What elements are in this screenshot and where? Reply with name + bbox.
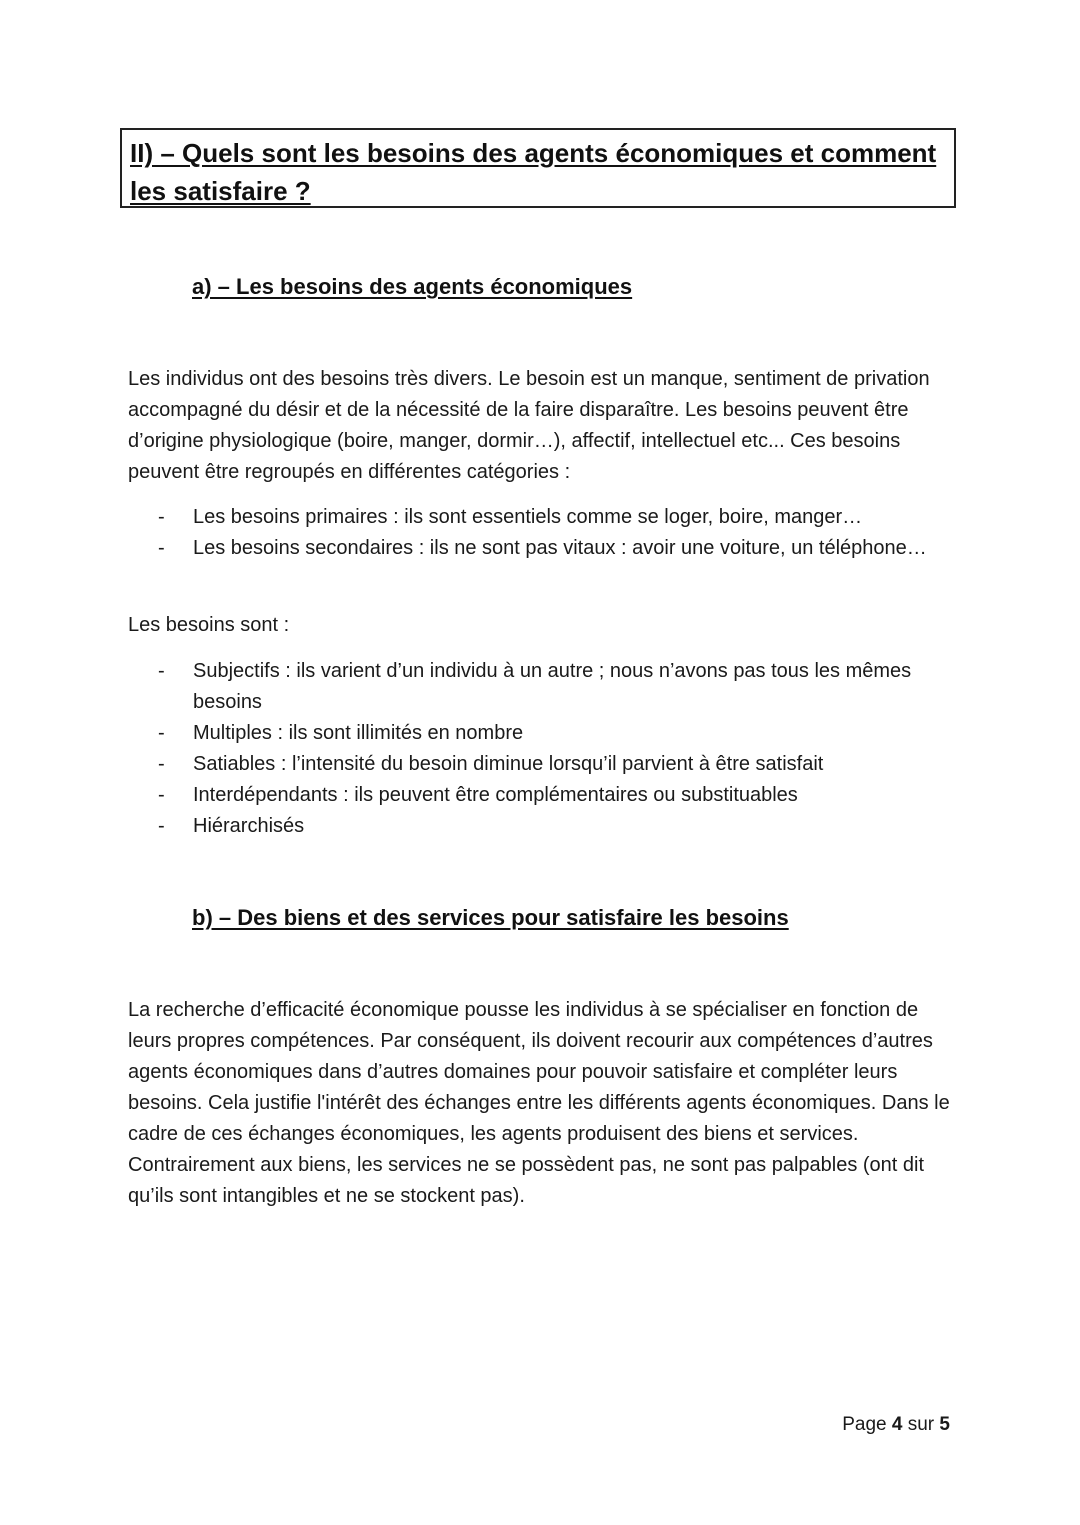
- list-item-text: Hiérarchisés: [193, 815, 305, 837]
- section-title-box: [120, 128, 956, 208]
- section-title: II) – Quels sont les besoins des agents économiques et comment les satisfaire ?: [130, 138, 937, 206]
- list-item: [128, 502, 928, 533]
- list-item: [128, 780, 928, 811]
- needs-traits-list: [128, 656, 928, 842]
- list-item-text: Multiples : ils sont illimités en nombre: [193, 722, 524, 744]
- bullet-dash: -: [158, 537, 165, 559]
- bullet-dash: -: [158, 660, 165, 682]
- current-page-number: 4: [891, 1414, 903, 1435]
- list-item: [128, 811, 928, 842]
- list-item-text: Interdépendants : ils peuvent être complémentaires ou substituables: [193, 784, 798, 806]
- needs-intro-paragraph: Les individus ont des besoins très divers. Le besoin est un manque, sentiment de privation accompagné du désir et de la nécessité de la faire disparaître. Les besoins peuvent être d’origine physiologique (boire, manger, dormir…), affectif, intellectuel etc... Ces besoins peuvent être regroupés en différentes catégories :: [128, 368, 930, 483]
- bullet-dash: -: [158, 506, 165, 528]
- bullet-dash: -: [158, 722, 165, 744]
- page-number-footer: [842, 1411, 950, 1439]
- list-item: [128, 749, 928, 780]
- list-item: [128, 718, 928, 749]
- needs-categories-list: [128, 502, 928, 564]
- of-label: sur: [907, 1414, 935, 1435]
- total-pages-number: 5: [939, 1414, 950, 1435]
- list-item-text: Les besoins primaires : ils sont essentiels comme se loger, boire, manger…: [193, 506, 863, 528]
- needs-traits-intro: Les besoins sont :: [128, 614, 290, 636]
- subheading-needs: a) – Les besoins des agents économiques: [192, 274, 633, 299]
- bullet-dash: -: [158, 753, 165, 775]
- list-item: [128, 533, 928, 564]
- list-item-text: Les besoins secondaires : ils ne sont pas vitaux : avoir une voiture, un téléphone…: [193, 537, 927, 559]
- goods-services-paragraph: La recherche d’efficacité économique pousse les individus à se spécialiser en fonction de leurs propres compétences. Par conséquent, ils doivent recourir aux compétences d’autres agents économiques dans d’autres domaines pour pouvoir satisfaire et compléter leurs besoins. Cela justifie l'intérêt des échanges entre les différents agents économiques. Dans le cadre de ces échanges économiques, les agents produisent des biens et services. Contrairement aux biens, les services ne se possèdent pas, ne sont pas palpables (ont dit qu’ils sont intangibles et ne se stockent pas).: [128, 999, 950, 1207]
- page-label: Page: [842, 1414, 887, 1435]
- list-item: [128, 656, 928, 718]
- bullet-dash: -: [158, 815, 165, 837]
- subheading-goods-services: b) – Des biens et des services pour satisfaire les besoins: [192, 905, 789, 930]
- list-item-text: Subjectifs : ils varient d’un individu à un autre ; nous n’avons pas tous les mêmes besoins: [193, 660, 912, 713]
- list-item-text: Satiables : l’intensité du besoin diminue lorsqu’il parvient à être satisfait: [193, 753, 824, 775]
- bullet-dash: -: [158, 784, 165, 806]
